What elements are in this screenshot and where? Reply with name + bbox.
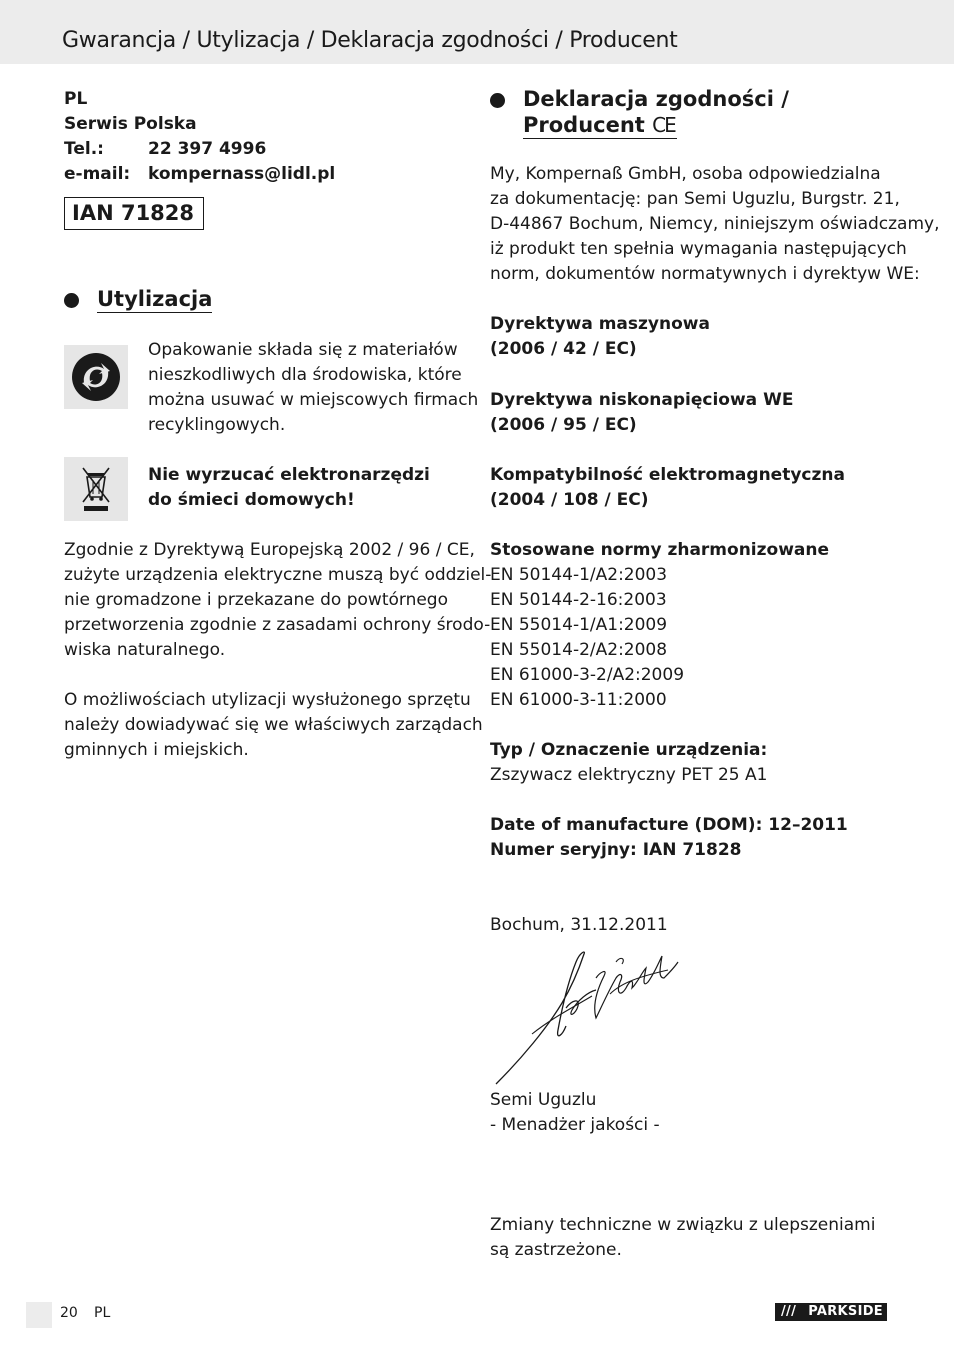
packaging-text: Opakowanie składa się z materiałów nieszkodliwych dla środowiska, które można usuwać w miejscowych firmach recyklingowych. xyxy=(148,340,479,435)
norm-item: EN 55014-2/A2:2008 xyxy=(490,640,668,660)
signer-role: - Menadżer jakości - xyxy=(490,1115,660,1135)
serial-line: Numer seryjny: IAN 71828 xyxy=(490,840,742,860)
deklaracja-title-line2: Producent xyxy=(523,113,645,137)
service-name: Serwis Polska xyxy=(64,114,197,134)
logo-stripes-icon: /// xyxy=(781,1304,797,1319)
technical-changes-note: Zmiany techniczne w związku z ulepszeniami są zastrzeżone. xyxy=(490,1215,876,1260)
heading-bullet-icon xyxy=(490,93,505,108)
type-value: Zszywacz elektryczny PET 25 A1 xyxy=(490,765,768,785)
directive-text: Zgodnie z Dyrektywą Europejską 2002 / 96 / CE, zużyte urządzenia elektryczne muszą być oddziel- nie gromadzone i przekazane do powtórnego przetworzenia zgodnie z zasadami ochrony środo- wiska naturalnego. xyxy=(64,540,492,660)
norm-item: EN 55014-1/A1:2009 xyxy=(490,615,668,635)
tel-label: Tel.: xyxy=(64,139,104,159)
directive-low-voltage: Dyrektywa niskonapięciowa WE (2006 / 95 / EC) xyxy=(490,390,794,435)
norm-item: EN 61000-3-2/A2:2009 xyxy=(490,665,685,685)
country-code: PL xyxy=(64,89,88,109)
norm-item: EN 61000-3-11:2000 xyxy=(490,690,667,710)
weee-crossed-bin-icon xyxy=(64,457,128,521)
email-value: kompernass@lidl.pl xyxy=(148,164,336,184)
disposal-info-text: O możliwościach utylizacji wysłużonego sprzętu należy dowiadywać się we właściwych zarządach gminnych i miejskich. xyxy=(64,690,483,760)
norm-item: EN 50144-2-16:2003 xyxy=(490,590,667,610)
declaration-intro: My, Kompernaß GmbH, osoba odpowiedzialna za dokumentację: pan Semi Uguzlu, Burgstr. 21, D-44867 Bochum, Niemcy, niniejszym oświadczamy, iż produkt ten spełnia wymagania następujących norm, dokumentów normatywnych i dyrektyw WE: xyxy=(490,164,940,284)
utylizacja-heading xyxy=(64,286,212,312)
heading-bullet-icon xyxy=(64,293,79,308)
brand-name: PARKSIDE xyxy=(808,1304,883,1319)
device-type xyxy=(490,738,767,788)
page-number: 20 xyxy=(60,1305,78,1321)
type-heading: Typ / Oznaczenie urządzenia: xyxy=(490,740,768,760)
signer-name: Semi Uguzlu xyxy=(490,1090,597,1110)
deklaracja-title-line1: Deklaracja zgodności / xyxy=(523,87,789,111)
deklaracja-heading xyxy=(490,86,789,138)
parkside-logo xyxy=(775,1303,887,1321)
harmonized-norms xyxy=(490,538,829,713)
signature-image xyxy=(492,948,692,1088)
norms-heading: Stosowane normy zharmonizowane xyxy=(490,540,830,560)
norm-item: EN 50144-1/A2:2003 xyxy=(490,565,668,585)
page-title: Gwarancja / Utylizacja / Deklaracja zgodności / Producent xyxy=(62,28,678,53)
ce-mark-icon: CE xyxy=(652,113,675,137)
warning-text: Nie wyrzucać elektronarzędzi do śmieci domowych! xyxy=(148,465,430,510)
service-contact xyxy=(64,87,335,187)
directive-machinery: Dyrektywa maszynowa (2006 / 42 / EC) xyxy=(490,314,710,359)
tel-value: 22 397 4996 xyxy=(148,139,267,159)
place-date: Bochum, 31.12.2011 xyxy=(490,915,668,935)
recycling-icon xyxy=(64,345,128,409)
directive-emc: Kompatybilność elektromagnetyczna (2004 / 108 / EC) xyxy=(490,465,845,510)
language-code: PL xyxy=(94,1305,111,1321)
signer-block xyxy=(490,1088,660,1138)
manufacture-info xyxy=(490,813,848,863)
ian-box: IAN 71828 xyxy=(64,197,204,230)
dom-line: Date of manufacture (DOM): 12–2011 xyxy=(490,815,848,835)
utylizacja-title: Utylizacja xyxy=(97,287,213,311)
page-marker xyxy=(26,1302,52,1328)
email-label: e-mail: xyxy=(64,164,131,184)
